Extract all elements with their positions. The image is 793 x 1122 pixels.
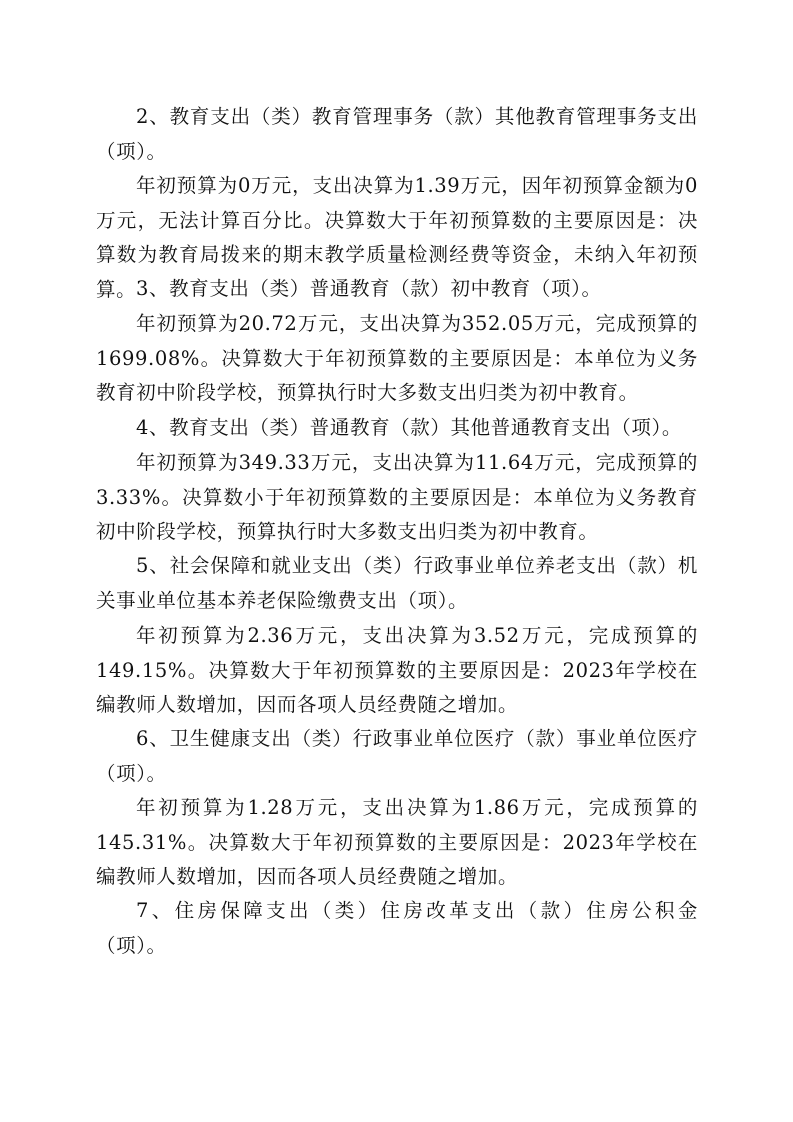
- body-paragraph-item-6: 年初预算为1.28万元，支出决算为1.86万元，完成预算的145.31%。决算数大于年初预算数的主要原因是：2023年学校在编教师人数增加，因而各项人员经费随之增加。: [96, 796, 698, 888]
- body-paragraph-item-4: 年初预算为349.33万元，支出决算为11.64万元，完成预算的3.33%。决算数小于年初预算数的主要原因是：本单位为义务教育初中阶段学校，预算执行时大多数支出归类为初中教育。: [96, 451, 698, 543]
- body-paragraph-item-2: 年初预算为0万元，支出决算为1.39万元，因年初预算金额为0万元，无法计算百分比。决算数大于年初预算数的主要原因是：决算数为教育局拨来的期末教学质量检测经费等资金，未纳入年初预算。: [96, 174, 698, 301]
- body-paragraph-item-5: 年初预算为2.36万元，支出决算为3.52万元，完成预算的149.15%。决算数大于年初预算数的主要原因是：2023年学校在编教师人数增加，因而各项人员经费随之增加。: [96, 624, 698, 716]
- heading-item-3: 3、教育支出（类）普通教育（款）初中教育（项）。: [136, 277, 602, 300]
- heading-item-6: 6、卫生健康支出（类）行政事业单位医疗（款）事业单位医疗（项）。: [96, 727, 698, 785]
- body-paragraph-item-3: 年初预算为20.72万元，支出决算为352.05万元，完成预算的1699.08%。决算数大于年初预算数的主要原因是：本单位为义务教育初中阶段学校，预算执行时大多数支出归类为初中教育。: [96, 312, 698, 404]
- heading-item-7: 7、住房保障支出（类）住房改革支出（款）住房公积金（项）。: [96, 899, 698, 957]
- heading-item-5: 5、社会保障和就业支出（类）行政事业单位养老支出（款）机关事业单位基本养老保险缴费支出（项）。: [96, 554, 698, 612]
- heading-item-2: 2、教育支出（类）教育管理事务（款）其他教育管理事务支出（项）。: [96, 105, 698, 163]
- heading-item-4: 4、教育支出（类）普通教育（款）其他普通教育支出（项）。: [136, 416, 682, 439]
